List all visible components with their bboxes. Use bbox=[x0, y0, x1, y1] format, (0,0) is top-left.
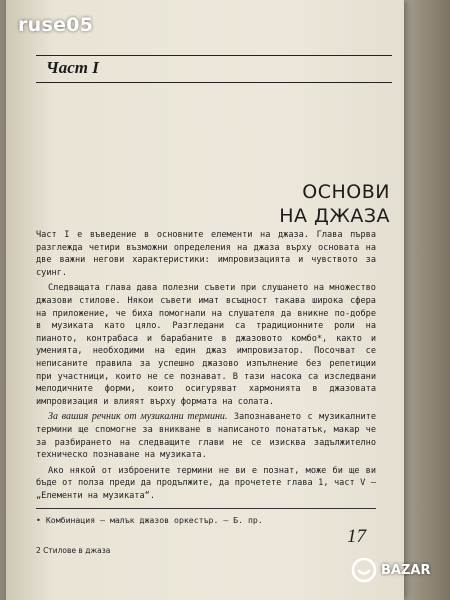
chapter-title-line1: ОСНОВИ bbox=[302, 181, 390, 203]
chapter-title bbox=[279, 180, 390, 228]
footnote: • Комбинация — малък джазов оркестър. — Б. пр. bbox=[36, 515, 263, 525]
glossary-heading: За вашия речник от музикални термини. bbox=[48, 411, 228, 423]
body-text bbox=[36, 229, 376, 505]
book-edge bbox=[404, 0, 450, 600]
chapter-title-line2: НА ДЖАЗА bbox=[279, 205, 390, 227]
part-header bbox=[36, 55, 392, 83]
page-number: 17 bbox=[347, 526, 366, 547]
paragraph-2: Следващата глава дава полезни съвети при слушането на множество джазови стилове. Някои съвети имат всъщност такава широка сфера на приложение, че биха помогнали на слушателя да вникне по-добре в музиката като цяло. Разгледани са традиционните роли на пианото, контрабаса и барабаните в джазовото комбо*, както и уменията, необходими на един джаз импровизатор. Посочват се неписаните правила за успешно джазово изпълнение без репетиции при участници, които не се познават. В тази насока са изследвани мелодичните форми, които осигуряват хармонията в джазовата импровизация и влияят върху формата на солата. bbox=[36, 283, 376, 407]
part-label: Част I bbox=[46, 58, 99, 77]
bazar-logo-text: BAZAR bbox=[381, 562, 431, 578]
paragraph-3 bbox=[36, 411, 376, 461]
watermark-ruse05: ruse05 bbox=[18, 14, 94, 36]
printer-signature: 2 Стилове в джаза bbox=[36, 546, 111, 555]
bazar-logo-icon bbox=[350, 556, 378, 584]
glossary-text: Запознаването с музикалните термини ще спомогне за вникване в написаното понататък, макар че за разбирането на следващите глави не се изисква задължително техническо познаване на музиката. bbox=[36, 412, 376, 461]
paragraph-4: Ако някой от изброените термини не ви е познат, може би ще ви бъде от полза преди да продължите, да прочетете глава 1, част V — „Елементи на музиката“. bbox=[36, 465, 376, 501]
paragraph-1: Част I е въведение в основните елементи на джаза. Глава първа разглежда четири възможни определения на джаза върху основата на две важни негови характеристики: импровизацията и чувството за суинг. bbox=[36, 230, 376, 278]
footnote-divider bbox=[36, 508, 376, 509]
bazar-logo bbox=[350, 556, 430, 584]
